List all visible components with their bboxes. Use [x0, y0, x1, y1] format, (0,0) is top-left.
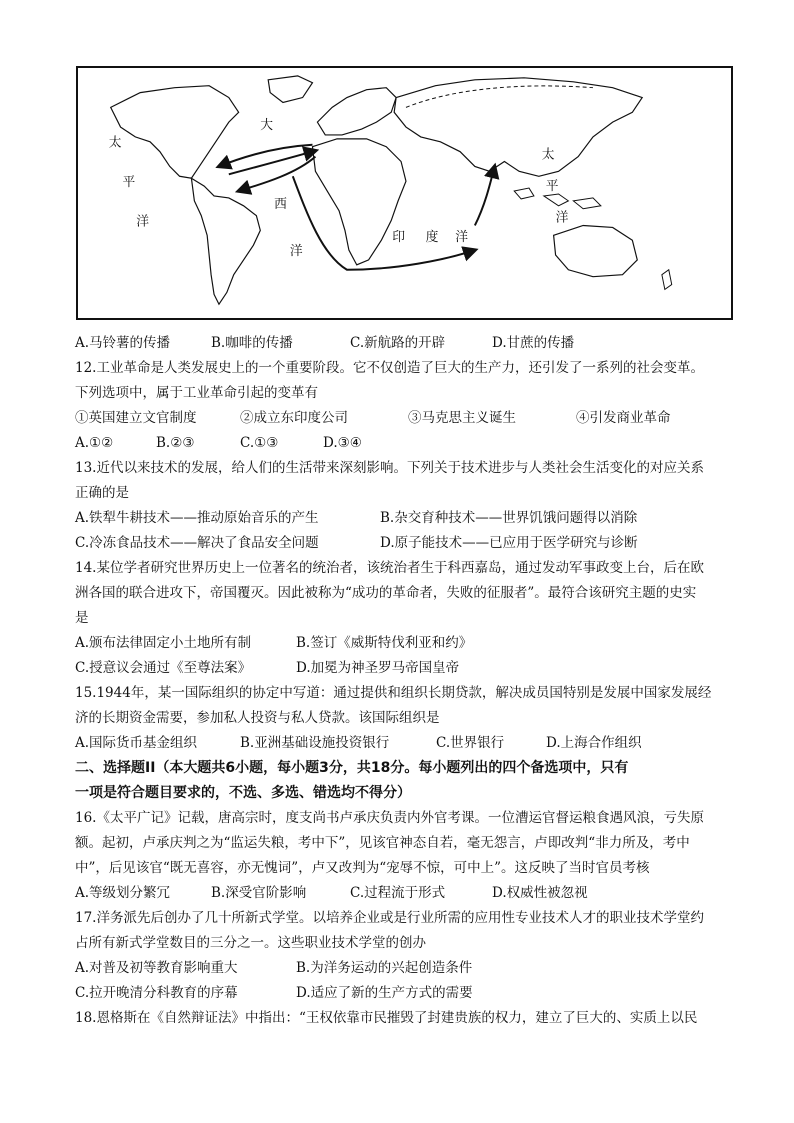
map-label-pacific-left-1: 太 — [108, 135, 122, 151]
route-arrow-indian-ocean-north — [475, 166, 495, 225]
south-america-shape — [191, 178, 260, 304]
australia-shape — [554, 225, 638, 276]
q14-option-a: A.颁布法律固定小土地所有制 — [75, 635, 252, 651]
q13-option-c: C.冷冻食品技术——解决了食品安全问题 — [75, 535, 319, 551]
q15-option-a: A.国际货币基金组织 — [75, 735, 198, 751]
route-arrow-america-to-europe — [229, 151, 316, 175]
q16-stem-line-3: 中”，后见该官“既无喜容，亦无愧词”，卢又改判为“宠辱不惊，可中上”。这反映了当时官员考核 — [75, 860, 650, 876]
map-label-atlantic-3: 洋 — [289, 244, 303, 260]
q17-stem-line-2: 占所有新式学堂数目的三分之一。这些职业技术学堂的创办 — [75, 935, 426, 951]
north-america-shape — [108, 86, 239, 179]
map-label-pacific-right-2: 平 — [545, 179, 559, 195]
map-label-atlantic-2: 西 — [274, 196, 287, 212]
q16-option-b: B.深受官阶影响 — [211, 885, 307, 901]
map-label-pacific-right-1: 太 — [541, 147, 555, 163]
q11-option-c: C.新航路的开辟 — [350, 335, 446, 351]
q16-option-a: A.等级划分繁冗 — [75, 885, 171, 901]
map-label-indian-2: 度 — [425, 230, 439, 246]
q15-option-d: D.上海合作组织 — [546, 735, 642, 751]
q14-stem-line-2: 洲各国的联合进攻下，帝国覆灭。因此被称为“成功的革命者，失败的征服者”。最符合该研究主题的史实 — [75, 585, 697, 601]
q12-option-d: D.③④ — [323, 435, 362, 451]
map-label-atlantic-1: 大 — [260, 118, 274, 134]
q12-option-c: C.①③ — [240, 435, 279, 451]
q17-option-a: A.对普及初等教育影响重大 — [75, 960, 238, 976]
q13-stem-line-1: 13.近代以来技术的发展，给人们的生活带来深刻影响。下列关于技术进步与人类社会生活变化的对应关系 — [75, 460, 704, 476]
q18-stem-line-1: 18.恩格斯在《自然辩证法》中指出：“王权依靠市民摧毁了封建贵族的权力，建立了巨大的、实质上以民 — [75, 1010, 698, 1026]
q17-stem-line-1: 17.洋务派先后创办了几十所新式学堂。以培养企业或是行业所需的应用性专业技术人才的职业技术学堂约 — [75, 910, 704, 926]
q12-option-b: B.②③ — [156, 435, 195, 451]
q16-option-d: D.权威性被忽视 — [492, 885, 588, 901]
q13-option-a: A.铁犁牛耕技术——推动原始音乐的产生 — [75, 510, 319, 526]
section-2-heading-line-1: 二、选择题II（本大题共6小题，每小题3分，共18分。每小题列出的四个备选项中，只有 — [75, 760, 629, 776]
q12-item-3: ③马克思主义诞生 — [408, 410, 516, 426]
q17-option-d: D.适应了新的生产方式的需要 — [296, 985, 473, 1001]
map-label-indian-1: 印 — [392, 230, 405, 246]
q12-item-4: ④引发商业革命 — [576, 410, 671, 426]
q11-option-d: D.甘蔗的传播 — [492, 335, 575, 351]
q17-option-b: B.为洋务运动的兴起创造条件 — [296, 960, 473, 976]
q13-option-b: B.杂交育种技术——世界饥饿问题得以消除 — [380, 510, 638, 526]
q12-stem-line-1: 12.工业革命是人类发展史上的一个重要阶段。它不仅创造了巨大的生产力，还引发了一系列的社会变革。 — [75, 360, 704, 376]
q14-stem-line-1: 14.某位学者研究世界历史上一位著名的统治者，该统治者生于科西嘉岛，通过发动军事政变上台，后在欧 — [75, 560, 704, 576]
q12-option-a: A.①② — [75, 435, 114, 451]
map-label-indian-3: 洋 — [455, 230, 468, 246]
q17-option-c: C.拉开晚清分科教育的序幕 — [75, 985, 238, 1001]
asia-shape — [394, 78, 642, 176]
q14-option-d: D.加冕为神圣罗马帝国皇帝 — [296, 660, 460, 676]
world-map-figure — [76, 66, 733, 320]
section-2-heading-line-2: 一项是符合题目要求的，不选、多选、错选均不得分） — [75, 785, 411, 801]
q12-item-2: ②成立东印度公司 — [240, 410, 348, 426]
europe-shape — [317, 88, 396, 135]
q14-stem-line-3: 是 — [75, 610, 89, 626]
q14-option-b: B.签订《威斯特伐利亚和约》 — [296, 635, 473, 651]
q12-item-1: ①英国建立文官制度 — [75, 410, 197, 426]
q14-option-c: C.授意议会通过《至尊法案》 — [75, 660, 252, 676]
q13-option-d: D.原子能技术——已应用于医学研究与诊断 — [380, 535, 638, 551]
map-label-pacific-left-3: 洋 — [136, 214, 150, 230]
africa-shape — [312, 139, 406, 265]
q16-stem-line-2: 额。起初，卢承庆判之为“监运失粮，考中下”，见该官神态自若，毫无怨言，卢即改判“非力所及，考中 — [75, 835, 690, 851]
q15-stem-line-1: 15.1944年，某一国际组织的协定中写道：通过提供和组织长期贷款，解决成员国特别是发展中国家发展经 — [75, 685, 712, 701]
map-label-pacific-right-3: 洋 — [555, 210, 569, 226]
q15-option-c: C.世界银行 — [436, 735, 505, 751]
new-zealand-shape — [662, 270, 672, 290]
greenland-shape — [268, 76, 312, 103]
q12-stem-line-2: 下列选项中，属于工业革命引起的变革有 — [75, 385, 318, 401]
q16-option-c: C.过程流于形式 — [350, 885, 446, 901]
q15-option-b: B.亚洲基础设施投资银行 — [240, 735, 390, 751]
map-label-pacific-left-2: 平 — [122, 175, 136, 191]
q13-stem-line-2: 正确的是 — [75, 485, 129, 501]
q11-option-b: B.咖啡的传播 — [211, 335, 293, 351]
q16-stem-line-1: 16.《太平广记》记载，唐高宗时，度支尚书卢承庆负责内外官考课。一位漕运官督运粮食遇风浪，亏失原 — [75, 810, 704, 826]
world-map-svg — [78, 68, 731, 318]
q15-stem-line-2: 济的长期资金需要，参加私人投资与私人贷款。该国际组织是 — [75, 710, 440, 726]
q11-option-a: A.马铃薯的传播 — [75, 335, 171, 351]
